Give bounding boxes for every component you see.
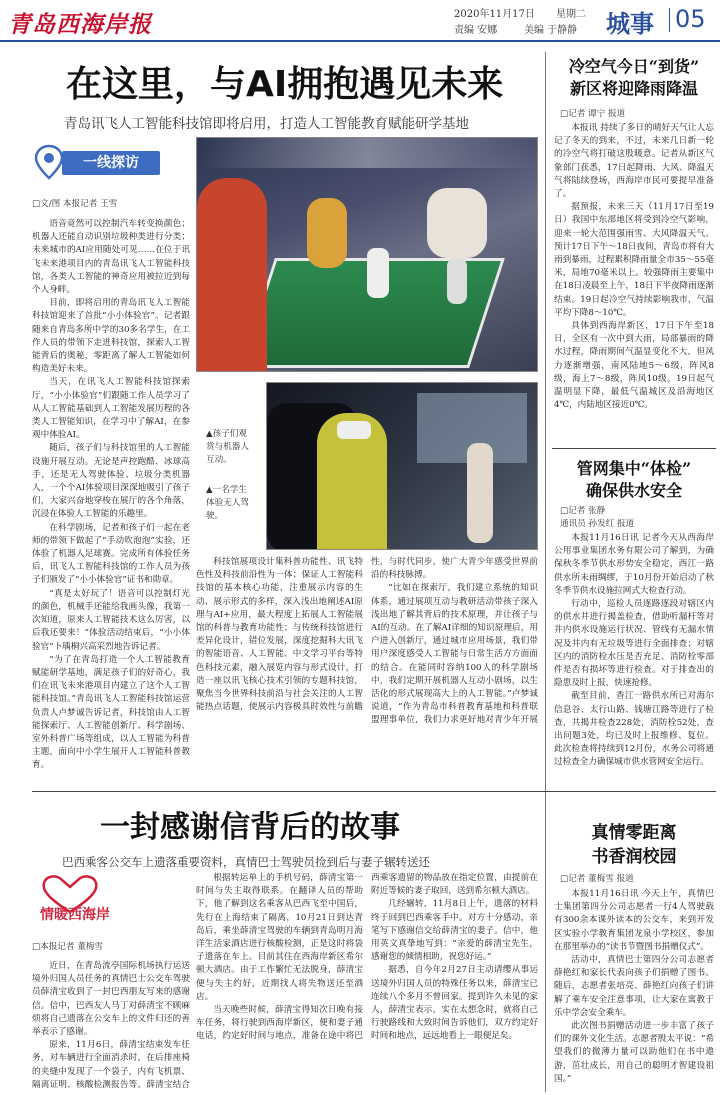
lead-paragraph: 语音竟然可以控制汽车转变换颜色；机器人还能自动识别垃圾种类进行分类；未来城市的AI应用随处可见……在位于讯飞未来港项目内的青岛讯飞人工智能科技馆，各类人工智能的神奇应用被拉近到每个人身畔。 — [32, 219, 190, 296]
pipe-byline: □记者 张静 — [560, 506, 606, 516]
bottom-column-2 — [196, 872, 538, 1092]
child-figure — [307, 198, 347, 268]
ceiling-lights — [197, 138, 538, 168]
column-rule — [545, 52, 546, 1092]
lead-paragraph: “为了在青岛打造一个人工智能教育赋能研学基地，满足孩子们的好奇心，我们在讯飞未来港项目内建立了这个人工智能科技馆。”青岛讯飞人工智能科技馆运营负责人卢梦诚告诉记者，科技馆由人工智能探索厅、人工智能创新厅、科学剧场、室外科普广场等组成，以人工智能为科普主题，面向中小学生展开人工智能科普教育。 — [32, 654, 190, 771]
book-paragraph: 活动中，真情巴士第四分公司志愿者薛艳红和家长代表向孩子们捐赠了图书。随后，志愿者张培亮、薛艳红向孩子们讲解了乘车安全注意事项，让大家在寓教于乐中学会安全乘车。 — [554, 955, 714, 1018]
robot-figure — [367, 248, 389, 298]
issue-weekday: 星期二 — [556, 9, 586, 20]
paper-name: 青岛西海岸报 — [8, 11, 152, 38]
bottom-column-1 — [32, 960, 190, 1092]
bottom-byline: □本报记者 董梅雪 — [32, 942, 104, 952]
book-paragraph: 本报11月16日讯 今天上午，真情巴士集团第四分公司志愿者一行4人驾驶载有300余本课外读本的公交车，来到开发区实验小学教育集团龙泉小学校区，参加在那里举办的“读书节暨图书捐赠仪式”。 — [554, 889, 714, 952]
masthead — [0, 0, 720, 40]
bottom-top-rule — [32, 791, 716, 792]
lead-paragraph: 当天，在讯飞人工智能科技馆探索厅，“小小体验官”们跟随工作人员学习了从人工智能基础到人工智能发展历程的各类人工智能知识，在学习中了解AI，在参观中体验AI。 — [32, 377, 190, 441]
bottom-paragraph: 原来，11月6日，薛清宝结束发车任务，对车辆进行全面消杀时，在后排座椅的夹缝中发现了一个袋子，内有飞机票、隔离证明、核酸检测报告等。薛清宝结合 — [32, 1040, 190, 1090]
weather-paragraph: 具体到西海岸新区，17日下午至18日，全区有一次中到大雨，局部暴雨的降水过程，降雨期间气温显变化不大，但风力逐渐增强，南风陆地5～6级，阵风8级，海上7～8级，阵风10级。19日起气温明显下降，最低气温城区及沿海地区4℃，内陆地区接近0℃。 — [554, 321, 714, 411]
page-number: 05 — [675, 5, 706, 33]
pipe-paragraph: 行动中，巡检人员逐路逐段对辖区内的供水井进行揭盖检查，借助听漏杆等对井内供水设施运行状况、管线有无漏水情况及井内有无垃圾等进行全面排查；对辖区内的消防栓水压是否充足、消防栓零部件是否有损坏等进行检查。对于排查出的隐患及时上报，快速抢修。 — [554, 599, 714, 689]
lead-paragraph: 科技馆展项设计集科普功能性、讯飞特色性及科技前沿性为一体；保证人工智能科技馆的基本核心功能，注重展示内容的生动、展示形式的多样，深入浅出地阐述AI原理与AI+应用，最大程度上拓展人工智能展馆的科普与教育功能性；与传统科技馆进行差异化设计，错位发展，深度挖掘科大讯飞的智能语音、人工智能、中文学习平台等特色科技元素，融入展览内容与形式设计，打造一座以讯飞核心技术引领的专题科技馆，聚焦当今世界科技前沿与社会关注的人工智能热点话题，使展示内容极具时效性与前瞻性，与时代同步，使广大青少年感受世界前沿的科技脉搏。 — [196, 557, 538, 713]
lead-paragraph: 目前，即将启用的青岛讯飞人工智能科技馆迎来了首批“小小体验官”。记者跟随来自青岛多所中学的30多名学生，在工作人员的带领下走进科技馆，探索人工智能背后的奥秘，零距离了解人工智能如何构造美好未来。 — [32, 298, 190, 375]
lead-headline: 在这里，与AI拥抱遇见未来 — [66, 64, 504, 105]
bottom-badge-label: 情暖西海岸 — [40, 907, 110, 923]
robot-photo — [196, 137, 538, 372]
bottom-paragraph: 根据转运单上的手机号码，薛清宝第一时间与失主取得联系。在翻译人员的帮助下，他了解到这名乘客从巴西飞至中国后，先行在上海结束了隔离，10月21日到达青岛后，乘坐薛清宝驾驶的车辆到青岛明月海洋生活家酒店进行核酸检测，正是这时将袋子遗落在车上。目前其住在西海岸新区希尔顿大酒店。由于工作繁忙无法脱身，薛清宝便与失主约好，近期找人将失物送还至酒店。 — [196, 873, 363, 1002]
child-figure — [197, 178, 267, 372]
lead-byline: □文/图 本报记者 王雪 — [32, 199, 118, 209]
weather-paragraph: 据预报，未来三天（11月17日至19日）我国中东部地区将受到冷空气影响，迎来一轮大范围强雨雪、大风降温天气。预计17日下午～18日夜间，青岛市将有大雨到暴雨，过程累积降雨量全市35～55毫米，局地70毫米以上。较强降雨主要集中在18日凌晨至上午，18日下半夜降雨逐渐结束。19日起冷空气持续影响我市，气温平均下降8～10℃。 — [554, 202, 714, 318]
weather-headline-2: 新区将迎降雨降温 — [569, 79, 698, 98]
lead-paragraph: 在科学剧场，记者和孩子们一起在老师的带领下做起了“手动吹泡泡”实验，还体验了机器人足球赛。完成所有体验任务后，讯飞人工智能科技馆的工作人员为孩子们颁发了“小小体验官”证书和勋章。 — [32, 522, 190, 586]
book-byline: □记者 董梅雪 报道 — [560, 874, 634, 884]
weather-body — [554, 122, 714, 444]
section-name: 城事 — [606, 10, 654, 38]
bystander-figure — [467, 443, 493, 543]
weather-headline-1: 冷空气今日“到货” — [568, 57, 700, 76]
caption-robot: ▲孩子们观赏与机器人互动。 — [206, 429, 249, 465]
issue-date: 2020年11月17日 — [454, 9, 535, 20]
lead-paragraph: “真是太好玩了！语音可以控制灯光的颜色，机械手还能给我画头像，我第一次知道，原来人工智能技术这么厉害，以后我还要来！”体验活动结束后，“小小体验官”卜瑀桐兴高采烈地告诉记者。 — [32, 588, 190, 652]
pipe-headline-2: 确保供水安全 — [585, 481, 682, 500]
bottom-badge — [30, 874, 170, 928]
section-rule — [552, 448, 716, 449]
vr-headset — [337, 421, 371, 439]
lead-paragraph: “比如在探索厅，我们建立系统的知识体系，通过展项互动与教研活动带孩子深入浅出地了解其背后的技术原理，并让孩子与AI的互动。在了解AI详细的知识原理后，用户进入创新厅，通过城市应用场景，我们带用户深度感受人工智能与日常生活方方面面的结合。在能同时容纳100人的科学剧场中，我们定期开展机器人互动小剧场，以生活化的形式展现高大上的人工智能。”卢梦诚说道，“作为青岛市科普教育基地和科普联盟理事单位，我们力求更好地对青少年开展 — [371, 583, 538, 726]
bottom-paragraph: 当天晚些时候，薛清宝得知次日晚有接车任务，将行驶到西海岸新区，便和妻子通电话，约定好时间与地点，准备在途中将巴西乘客遗留的物品放在指定位置，由提前在附近等候的妻子取回，送到希尔顿大酒店。 — [196, 873, 538, 1042]
pipe-paragraph: 本报11月16日讯 记者今天从西海岸公用事业集团水务有限公司了解到，为确保秋冬季节供水形势安全稳定，西江一路供水所未雨绸缪，于10月份开始启动了秋冬季节供水设施拉网式大检查行动。 — [554, 533, 714, 596]
lead-badge — [32, 144, 162, 180]
weather-paragraph: 本报讯 持续了多日的晴好天气让人忘记了冬天的到来，不过，未来几日新一轮的冷空气将打破这股暖意。记者从新区气象部门获悉，17日起降雨、大风、降温天气将陆续登场，西海岸市民可要提早准备了。 — [554, 123, 714, 200]
lead-subhead: 青岛讯飞人工智能科技馆即将启用，打造人工智能教育赋能研学基地 — [64, 116, 469, 132]
book-paragraph: 此次图书捐赠活动进一步丰富了孩子们的课外文化生活。志愿者殷太平说：“希望我们的微薄力量可以助他们在书中遨游，茁壮成长，用自己的聪明才智建设祖国。” — [554, 1021, 714, 1084]
bottom-subhead: 巴西乘客公交车上遗落重要资料，真情巴士驾驶员捡到后与妻子辗转送还 — [62, 855, 430, 869]
lead-badge-label: 一线探访 — [62, 151, 160, 175]
book-headline-2: 书香润校园 — [591, 847, 677, 867]
location-pin-icon — [32, 144, 66, 180]
book-headline-1: 真情零距离 — [591, 823, 677, 843]
pipe-headline-1: 管网集中“体检” — [576, 459, 692, 478]
child-figure — [427, 188, 487, 258]
masthead-rule — [0, 40, 720, 42]
pipe-body — [554, 532, 714, 798]
caption-driving: ▲一名学生体验无人驾驶。 — [206, 485, 249, 521]
lead-column-2 — [196, 556, 538, 738]
weather-byline: □记者 谭宁 报道 — [560, 109, 626, 119]
page-divider-icon — [669, 8, 670, 32]
book-body — [554, 888, 714, 1092]
pipe-paragraph: 截至目前，香江一路供水所已对海尔信息谷、太行山路、钱塘江路等进行了检查，共揭井检查228处，消防栓52处，查出问题3处，均已及时上报维修、复位。此次检查将持续到12月份，水务公司将通过检查全力确保城市供水管网安全运行。 — [554, 691, 714, 768]
lead-paragraph: 随后，孩子们与科技馆里的人工智能设施开展互动。无论是声控跑酷、冰球高手，还是无人驾驶体验、垃圾分类机器人，一个个AI体验项目深深地吸引了孩子们，大家兴奋地穿梭在展厅的各个角落，沉浸在体验人工智能的乐趣里。 — [32, 443, 190, 520]
editor-2: 美编 于静静 — [524, 25, 578, 36]
editor-1: 责编 安娜 — [454, 25, 498, 36]
bottom-paragraph: 几经辗转，11月8日上午，遗落的材料终于回到巴西乘客手中。对方十分感动，亲笔写下感谢信交给薛清宝的妻子。信中，他用英文真挚地写到：“亲爱的薛清宝先生，感谢您的倾情相助，祝您好运。” — [371, 899, 538, 963]
bottom-headline: 一封感谢信背后的故事 — [100, 810, 400, 845]
pipe-byline-2: 通讯员 孙发红 报道 — [560, 519, 635, 529]
bottom-paragraph: 近日，在青岛流亭国际机场执行运送境外归国人员任务的真情巴士公交车驾驶员薛清宝收到了一封巴西朋友写来的感谢信。信中，巴西友人马丁对薛清宝不顾麻烦将自己遗落在公交车上的文件归还的善举表示了感谢。 — [32, 961, 190, 1038]
bottom-paragraph: 据悉，自今年2月27日主动请缨从事运送境外归国人员的特殊任务以来，薛清宝已连续八个多月不曾回家。提到许久未见的家人，薛清宝表示，实在太想念时，就将自己行驶路线和大致时间告诉他们，双方约定好时间和地点，远远地看上一眼便足矣。 — [371, 965, 538, 1042]
driving-photo — [266, 382, 538, 550]
robot-figure — [447, 258, 467, 304]
lead-column-1 — [32, 218, 190, 1088]
